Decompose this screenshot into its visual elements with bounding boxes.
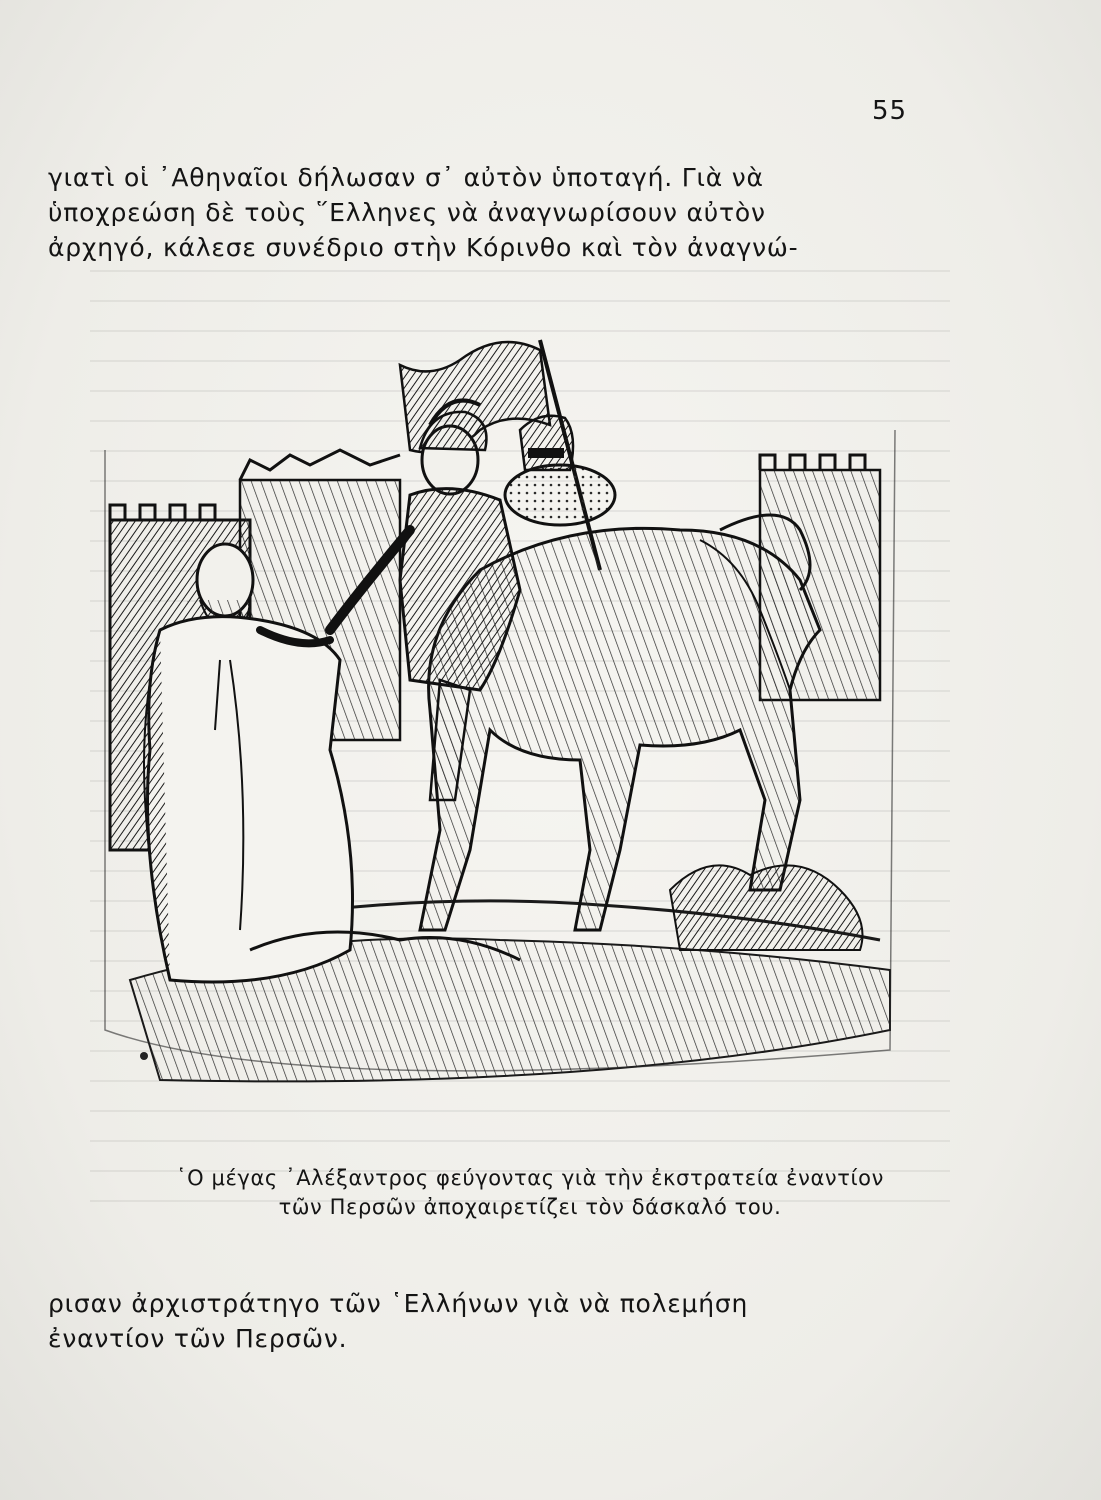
ink-speck [140, 1052, 148, 1060]
engraving-alexander-farewell [100, 330, 900, 1100]
paragraph-line: ὑποχρεώση δὲ τοὺς ῞Ελληνες νὰ ἀναγνωρίσουν αὐτὸν [48, 198, 766, 227]
page-number: 55 [872, 96, 908, 126]
figure-caption [120, 1164, 940, 1222]
paragraph-line: ρισαν ἀρχιστράτηγο τῶν ῾Ελλήνων γιὰ νὰ πολεμήση [48, 1289, 749, 1318]
paragraph-line: ἀρχηγό, κάλεσε συνέδριο στὴν Κόρινθο καὶ τὸν ἀναγνώ- [48, 233, 799, 262]
caption-line: ῾Ο μέγας ᾿Αλέξαντρος φεύγοντας γιὰ τὴν ἐκστρατεία ἐναντίον [176, 1166, 884, 1190]
paragraph-line: ἐναντίον τῶν Περσῶν. [48, 1324, 348, 1353]
paragraph-top [48, 160, 948, 265]
paragraph-line: γιατὶ οἱ ᾿Αθηναῖοι δήλωσαν σ᾿ αὐτὸν ὑποταγή. Γιὰ νὰ [48, 163, 764, 192]
caption-line: τῶν Περσῶν ἀποχαιρετίζει τὸν δάσκαλό του. [278, 1195, 782, 1219]
soldier [520, 416, 573, 470]
paragraph-bottom [48, 1286, 948, 1356]
